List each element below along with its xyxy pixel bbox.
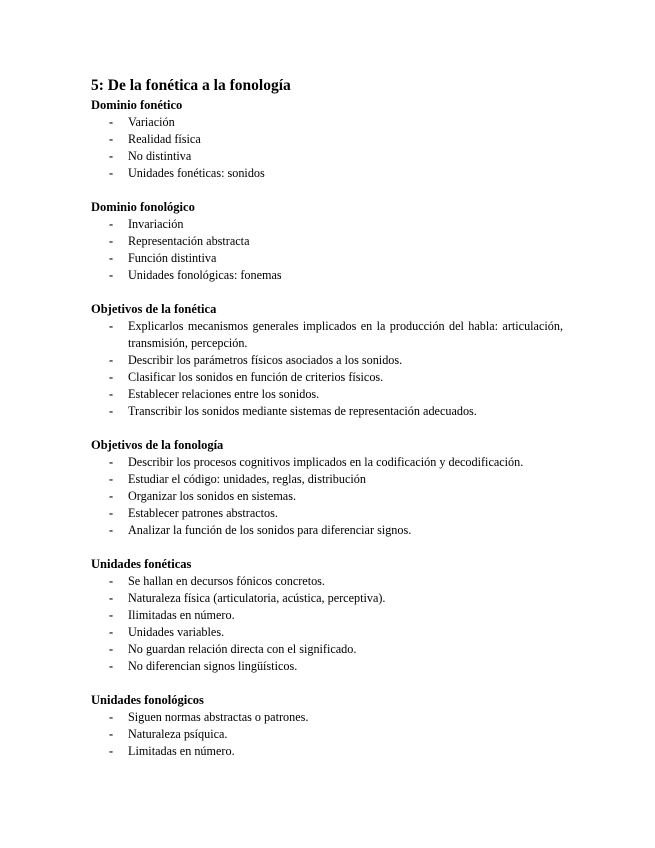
section-heading: Dominio fonético — [91, 98, 183, 112]
list-item: - Realidad física — [91, 131, 563, 148]
list-item: - Naturaleza física (articulatoria, acústica, perceptiva). — [91, 590, 563, 607]
list-item: - Representación abstracta — [91, 233, 563, 250]
list-item: - Describir los procesos cognitivos implicados en la codificación y decodificación. — [91, 454, 563, 471]
list-item: - Unidades variables. — [91, 624, 563, 641]
section-heading: Unidades fonéticas — [91, 557, 192, 571]
section-heading: Objetivos de la fonología — [91, 438, 224, 452]
section-heading: Unidades fonológicos — [91, 693, 204, 707]
list-item: - Establecer patrones abstractos. — [91, 505, 563, 522]
list-item: - Establecer relaciones entre los sonidos. — [91, 386, 563, 403]
list-item: - Transcribir los sonidos mediante sistemas de representación adecuados. — [91, 403, 563, 420]
bullet-list — [91, 216, 563, 284]
document-page — [91, 76, 563, 777]
list-item: - Describir los parámetros físicos asociados a los sonidos. — [91, 352, 563, 369]
section-heading: Objetivos de la fonética — [91, 302, 217, 316]
list-item: - Variación — [91, 114, 563, 131]
list-item: - Ilimitadas en número. — [91, 607, 563, 624]
list-item: - Siguen normas abstractas o patrones. — [91, 709, 563, 726]
section-dominio-fonologico — [91, 199, 563, 284]
list-item: - Clasificar los sonidos en función de criterios físicos. — [91, 369, 563, 386]
section-objetivos-fonetica — [91, 301, 563, 420]
list-item: - Se hallan en decursos fónicos concretos. — [91, 573, 563, 590]
list-item: - No guardan relación directa con el significado. — [91, 641, 563, 658]
list-item: - Función distintiva — [91, 250, 563, 267]
section-heading: Dominio fonológico — [91, 200, 195, 214]
list-item: - Analizar la función de los sonidos para diferenciar signos. — [91, 522, 563, 539]
list-item: - No diferencian signos lingüísticos. — [91, 658, 563, 675]
list-item: - Naturaleza psíquica. — [91, 726, 563, 743]
bullet-list — [91, 573, 563, 675]
list-item: - Unidades fonéticas: sonidos — [91, 165, 563, 182]
section-dominio-fonetico — [91, 97, 563, 182]
list-item: - Explicarlos mecanismos generales implicados en la producción del habla: articulación, transmisión, percepción. — [91, 318, 563, 352]
list-item: - Estudiar el código: unidades, reglas, distribución — [91, 471, 563, 488]
list-item: - Limitadas en número. — [91, 743, 563, 760]
list-item: - Organizar los sonidos en sistemas. — [91, 488, 563, 505]
section-unidades-foneticas — [91, 556, 563, 675]
document-title: 5: De la fonética a la fonología — [91, 77, 291, 94]
bullet-list — [91, 114, 563, 182]
section-objetivos-fonologia — [91, 437, 563, 539]
list-item: - No distintiva — [91, 148, 563, 165]
section-unidades-fonologicos — [91, 692, 563, 760]
list-item: - Unidades fonológicas: fonemas — [91, 267, 563, 284]
list-item: - Invariación — [91, 216, 563, 233]
bullet-list — [91, 318, 563, 420]
bullet-list — [91, 709, 563, 760]
bullet-list — [91, 454, 563, 539]
